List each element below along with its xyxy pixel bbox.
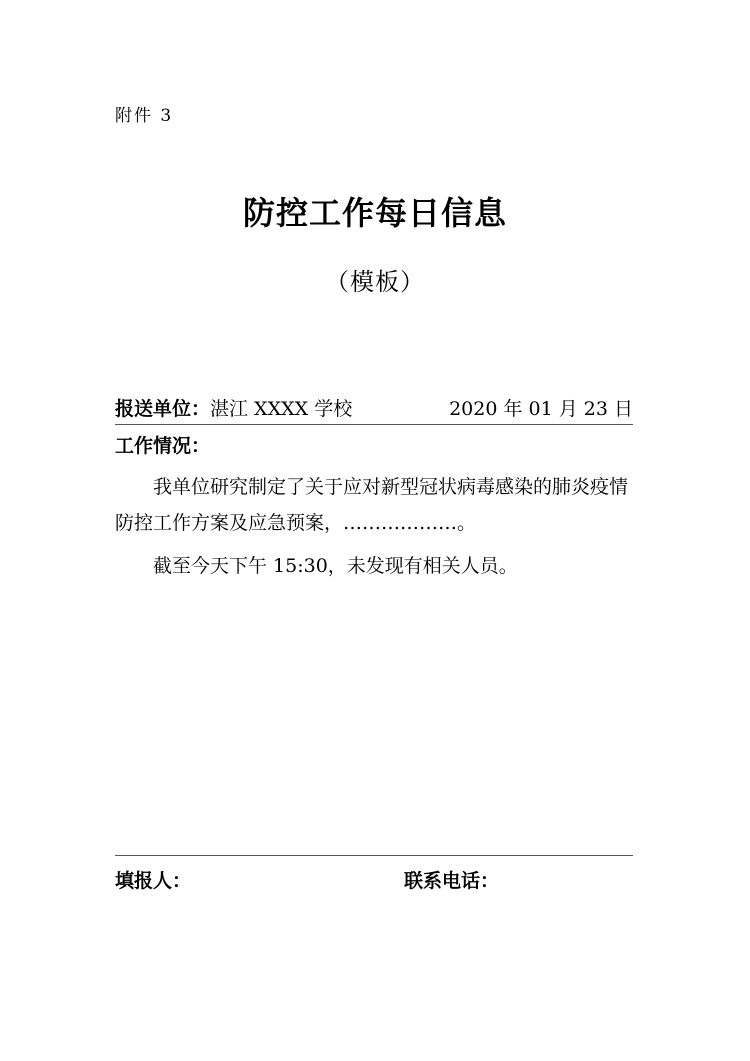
footer-divider [115, 855, 633, 856]
document-title: 防控工作每日信息 [242, 194, 507, 232]
document-subtitle: （模板） [325, 268, 425, 296]
report-date: 2020 年 01 月 23 日 [449, 398, 633, 420]
attachment-label: 附件 3 [115, 106, 174, 126]
reporter-label: 填报人： [115, 870, 192, 892]
reporting-unit-value: 湛江 XXXX 学校 [210, 398, 353, 420]
work-status-paragraph: 我单位研究制定了关于应对新型冠状病毒感染的肺炎疫情防控工作方案及应急预案，………………。 [115, 476, 629, 534]
contact-phone-label: 联系电话： [404, 870, 500, 892]
reporting-unit-row [115, 394, 633, 421]
reporting-unit-label: 报送单位： [115, 398, 211, 420]
header-divider [115, 424, 633, 425]
work-status-label: 工作情况： [115, 435, 211, 457]
work-status-paragraph: 截至今天下午 15:30，未发现有相关人员。 [153, 555, 518, 577]
